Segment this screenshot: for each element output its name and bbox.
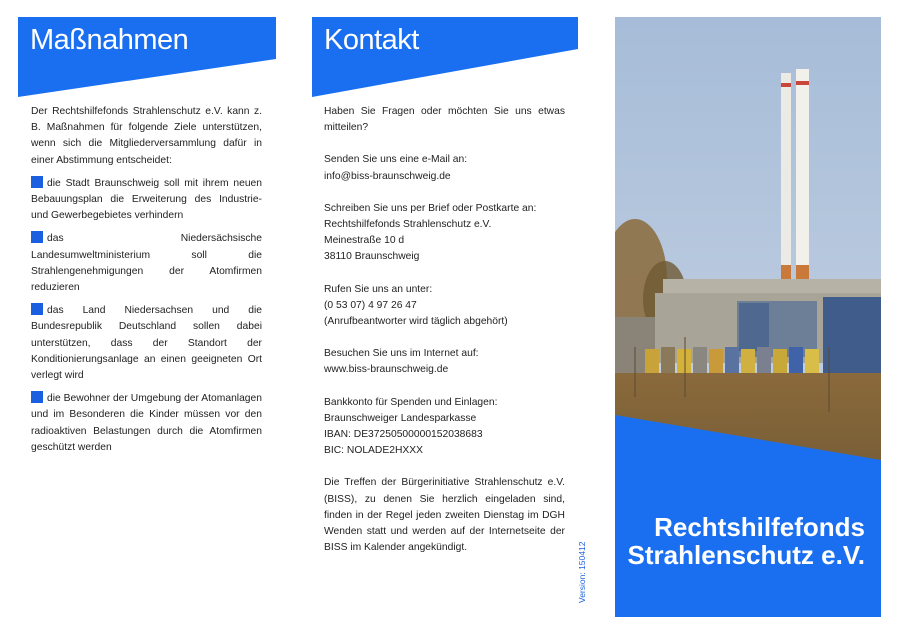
list-item: das Land Niedersachsen und die Bundesrepublik Deutschland sollen dabei unterstützen, dass der Standort der Konditionierungsanlage an einen geeigneten Ort verlegt wird — [31, 305, 262, 382]
phone-label: Rufen Sie uns an unter: — [324, 283, 433, 295]
list-item: das Niedersächsische Landesumweltministerium soll die Strahlengenehmigungen der Atomfirmen reduzieren — [31, 233, 262, 294]
org-line-1: Rechtshilfefonds — [654, 512, 865, 542]
intro-text: Der Rechtshilfefonds Strahlenschutz e.V. kann z. B. Maßnahmen für folgende Ziele unterstützen, wenn sich die Mitgliederversammlung dafür in einer Abstimmung entscheidet: — [31, 106, 262, 166]
post-city: 38110 Braunschweig — [324, 251, 420, 263]
cover-panel — [615, 17, 881, 617]
web-label: Besuchen Sie uns im Internet auf: — [324, 348, 479, 360]
middle-panel — [300, 0, 600, 634]
iban: IBAN: DE37250500000152038683 — [324, 429, 483, 441]
email-link[interactable]: info@biss-braunschweig.de — [324, 170, 451, 182]
question-text: Haben Sie Fragen oder möchten Sie uns etwas mitteilen? — [324, 106, 565, 134]
post-street: Meinestraße 10 d — [324, 235, 405, 247]
meeting-text: Die Treffen der Bürgerinitiative Strahlenschutz e.V. (BISS), zu denen Sie herzlich eingeladen sind, finden in der Regel jeden zweiten Dienstag im DGH Wenden statt und werden auf der Internetseite der BISS im Kalender angekündigt. — [324, 477, 565, 554]
bullet-square-icon — [31, 176, 43, 188]
phone-note: (Anrufbeantworter wird täglich abgehört) — [324, 316, 508, 328]
web-link[interactable]: www.biss-braunschweig.de — [324, 364, 449, 376]
barrels — [645, 347, 819, 377]
massnahmen-banner — [18, 17, 276, 97]
organization-name — [628, 513, 865, 569]
bullet-square-icon — [31, 391, 43, 403]
org-line-2: Strahlenschutz e.V. — [627, 540, 865, 570]
bank-name: Braunschweiger Landesparkasse — [324, 412, 477, 424]
post-label: Schreiben Sie uns per Brief oder Postkarte an: — [324, 202, 537, 214]
bic: BIC: NOLADE2HXXX — [324, 445, 423, 457]
massnahmen-text — [31, 104, 262, 456]
bullet-square-icon — [31, 303, 43, 315]
phone-number: (0 53 07) 4 97 26 47 — [324, 299, 417, 311]
list-item: die Bewohner der Umgebung der Atomanlagen und im Besonderen die Kinder müssen vor den radioaktiven Belastungen durch die Atomfirmen geschützt werden — [31, 393, 262, 453]
kontakt-banner — [312, 17, 578, 97]
bullet-square-icon — [31, 231, 43, 243]
page-title: Maßnahmen — [30, 24, 189, 56]
left-panel — [0, 0, 300, 634]
email-label: Senden Sie uns eine e-Mail an: — [324, 154, 468, 166]
kontakt-title: Kontakt — [324, 24, 419, 56]
bank-label: Bankkonto für Spenden und Einlagen: — [324, 396, 498, 408]
post-name: Rechtshilfefonds Strahlenschutz e.V. — [324, 219, 492, 231]
version-label: Version: 150412 — [577, 541, 587, 603]
list-item: die Stadt Braunschweig soll mit ihrem neuen Bebauungsplan die Erweiterung des Industrie- und Gewerbegebietes verhindern — [31, 177, 262, 222]
kontakt-text — [324, 104, 565, 556]
